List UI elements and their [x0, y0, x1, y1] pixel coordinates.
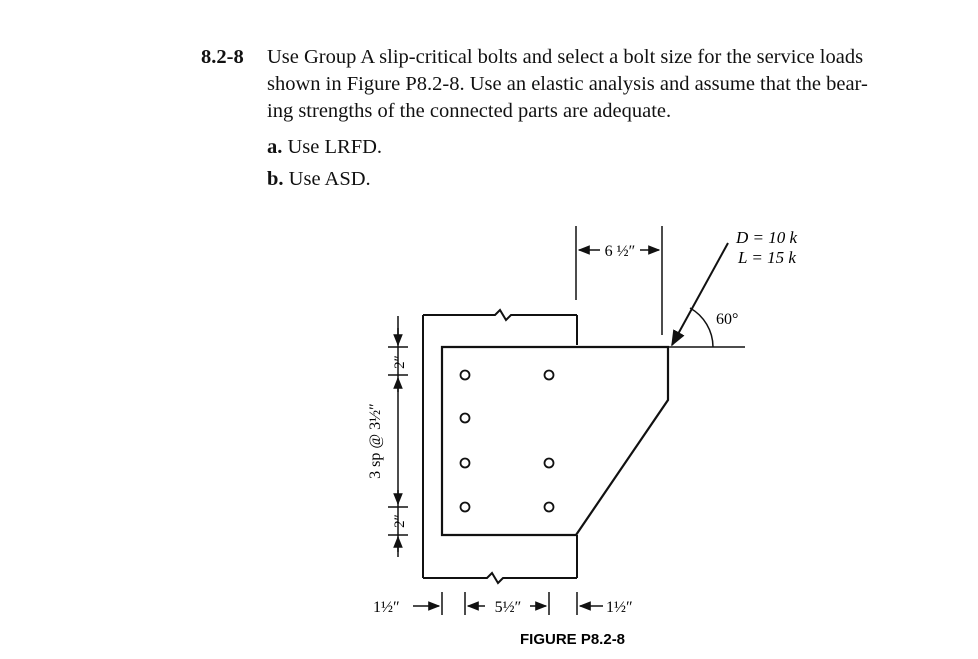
dim-right-label: 1½″ — [606, 599, 633, 616]
dim-bottom-edge-label: 2″ — [392, 514, 408, 528]
figure-caption: FIGURE P8.2-8 — [520, 631, 626, 648]
problem-text-1: Use Group A slip-critical bolts and select a bolt size for the service loads — [267, 46, 864, 68]
part-a-text: Use LRFD. — [287, 136, 383, 158]
angle-arc — [690, 308, 713, 347]
dim-top-label: 6 ½″ — [604, 243, 636, 260]
bolt — [545, 371, 554, 380]
gusset-plate — [442, 347, 668, 535]
bolt — [545, 503, 554, 512]
dim-left-label: 1½″ — [373, 599, 400, 616]
load-arrow — [672, 243, 728, 345]
bolt — [461, 459, 470, 468]
column-outline — [423, 310, 577, 583]
bolt — [545, 459, 554, 468]
problem-number: 8.2-8 — [201, 46, 244, 68]
load-dead: D = 10 k — [736, 228, 798, 247]
part-b-text: Use ASD. — [288, 168, 371, 190]
angle-label: 60° — [716, 311, 739, 328]
problem-line-3: ing strengths of the connected parts are adequate. — [267, 100, 672, 122]
bolt — [461, 503, 470, 512]
bolt — [461, 414, 470, 423]
problem-line-2: shown in Figure P8.2-8. Use an elastic analysis and assume that the bear- — [267, 73, 868, 95]
dim-top-edge-label: 2″ — [392, 355, 408, 369]
dim-vertical-label: 3 sp @ 3½″ — [367, 403, 384, 479]
dim-mid-label: 5½″ — [494, 599, 522, 616]
part-a-label: a. — [267, 136, 283, 158]
part-b-label: b. — [267, 168, 284, 190]
bolt-group — [461, 371, 554, 512]
load-live: L = 15 k — [738, 248, 796, 267]
bolt — [461, 371, 470, 380]
